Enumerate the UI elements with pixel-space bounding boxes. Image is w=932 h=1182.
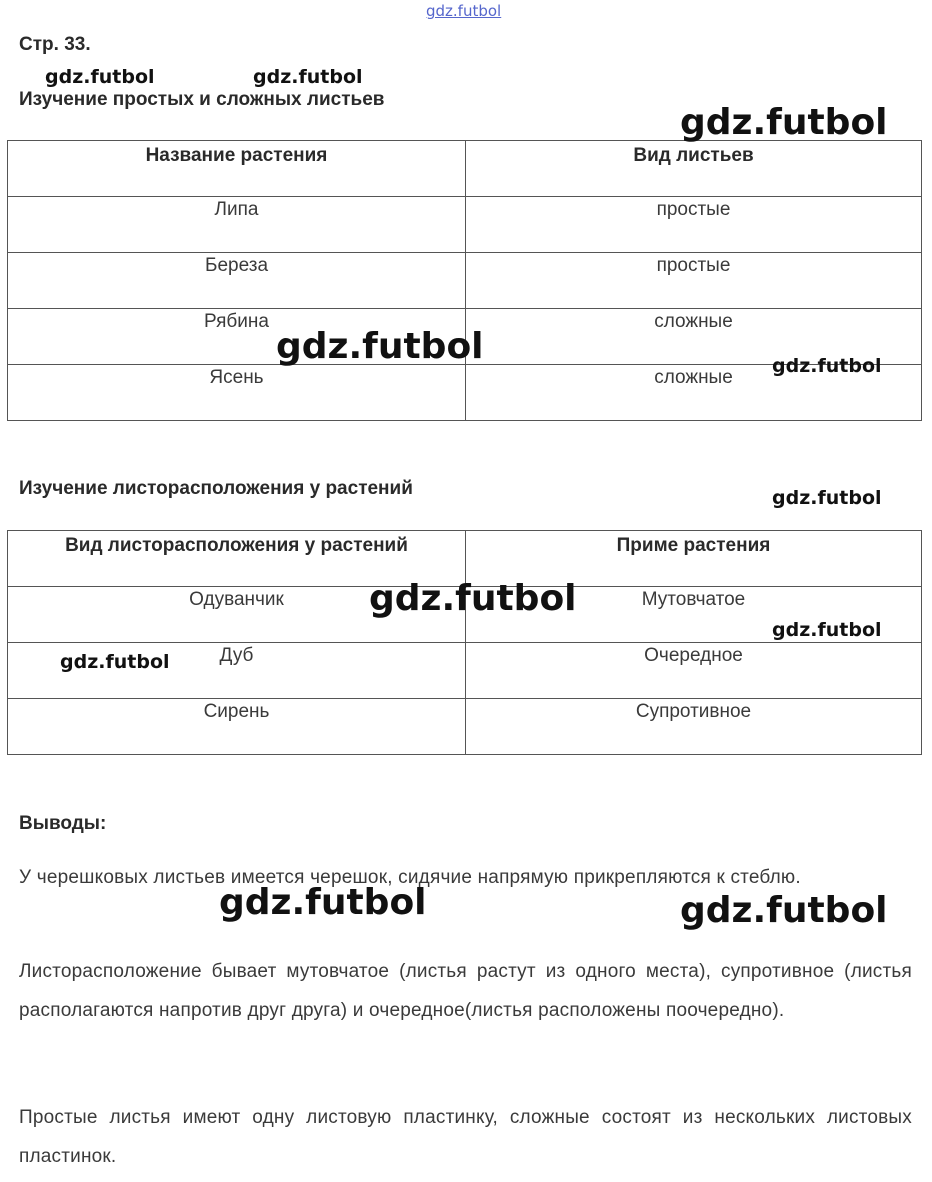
conclusions-heading: Выводы: — [19, 813, 107, 834]
table-cell: Береза — [8, 253, 466, 309]
watermark: gdz.futbol — [276, 326, 484, 367]
watermark: gdz.futbol — [680, 890, 888, 931]
table-row — [8, 253, 922, 309]
watermark: gdz.futbol — [219, 882, 427, 923]
conclusion-paragraph-2: Листорасположение бывает мутовчатое (листья растут из одного места), супротивное (листья располагаются напротив друг друга) и очередное(листья расположены поочередно). — [19, 961, 912, 1021]
watermark: gdz.futbol — [680, 102, 888, 143]
table-cell: сложные — [466, 309, 922, 365]
watermark: gdz.futbol — [426, 2, 502, 20]
watermark: gdz.futbol — [45, 66, 155, 88]
table-cell: Липа — [8, 197, 466, 253]
table-cell: простые — [466, 197, 922, 253]
table-cell: Дуб — [8, 643, 466, 699]
table-cell: Ясень — [8, 365, 466, 421]
watermark: gdz.futbol — [772, 619, 882, 641]
header-leaf-type: Вид листьев — [466, 141, 922, 197]
header-plant-example: Приме растения — [466, 531, 922, 587]
section1-heading: Изучение простых и сложных листьев — [19, 89, 385, 110]
table-cell: Супротивное — [466, 699, 922, 755]
simple-compound-leaves-table — [7, 140, 922, 421]
watermark: gdz.futbol — [60, 651, 170, 673]
section2-heading: Изучение листорасположения у растений — [19, 478, 413, 499]
leaf-arrangement-table — [7, 530, 922, 755]
watermark: gdz.futbol — [369, 578, 577, 619]
table-header-row — [8, 141, 922, 197]
table-cell: простые — [466, 253, 922, 309]
header-plant-name: Название растения — [8, 141, 466, 197]
table-cell: Сирень — [8, 699, 466, 755]
table-cell: сложные — [466, 365, 922, 421]
conclusion-paragraph-1: У черешковых листьев имеется черешок, сидячие напрямую прикрепляются к стеблю. — [19, 867, 801, 888]
table-row — [8, 699, 922, 755]
table-cell: Одуванчик — [8, 587, 466, 643]
conclusion-paragraph-3: Простые листья имеют одну листовую пластинку, сложные состоят из нескольких листовых пластинок. — [19, 1107, 912, 1167]
table-cell: Очередное — [466, 643, 922, 699]
header-arrangement-type: Вид листорасположения у растений — [8, 531, 466, 587]
table-row — [8, 197, 922, 253]
page-number: Стр. 33. — [19, 34, 91, 55]
watermark: gdz.futbol — [772, 355, 882, 377]
table-cell: Мутовчатое — [466, 587, 922, 643]
table-cell: Рябина — [8, 309, 466, 365]
watermark: gdz.futbol — [253, 66, 363, 88]
watermark: gdz.futbol — [772, 487, 882, 509]
